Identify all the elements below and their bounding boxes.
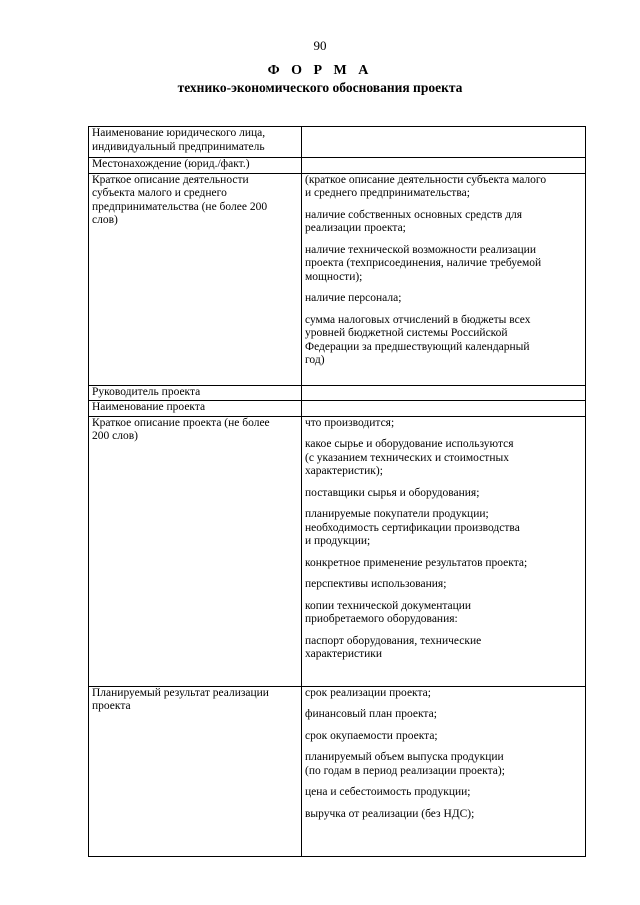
- row-label-cell: [89, 158, 302, 174]
- row-label: Краткое описание деятельности субъекта малого и среднего предпринимательства (не более 200 слов): [92, 173, 268, 226]
- row-item: конкретное применение результатов проекта;: [305, 556, 528, 569]
- row-item: копии технической документации приобретаемого оборудования:: [305, 599, 472, 625]
- row-item: паспорт оборудования, технические характеристики: [305, 634, 482, 660]
- form-title: Ф О Р М А: [267, 63, 373, 78]
- row-label: Местонахождение (юрид./факт.): [92, 158, 250, 170]
- row-label: Планируемый результат реализации проекта: [92, 686, 269, 712]
- form-row: [89, 401, 586, 417]
- row-item: планируемые покупатели продукции; необходимость сертификации производства и продукции;: [305, 508, 520, 547]
- row-item: наличие собственных основных средств для реализации проекта;: [305, 208, 523, 234]
- row-item: наличие технической возможности реализации проекта (техприсоединения, наличие требуемой мощности);: [305, 243, 542, 283]
- row-item: срок окупаемости проекта;: [305, 729, 438, 742]
- row-item: выручка от реализации (без НДС);: [305, 807, 475, 820]
- form-row: [89, 686, 586, 856]
- row-label-cell: [89, 173, 302, 385]
- row-label: Руководитель проекта: [92, 385, 201, 398]
- form-row: [89, 173, 586, 385]
- row-value-cell: [302, 158, 586, 174]
- row-label: Наименование проекта: [92, 401, 206, 413]
- form-row: [89, 385, 586, 401]
- row-value-cell: [302, 385, 586, 401]
- row-value-cell: [302, 401, 586, 417]
- row-item: срок реализации проекта;: [305, 686, 431, 699]
- row-item: (краткое описание деятельности субъекта малого и среднего предпринимательства;: [305, 173, 547, 199]
- row-label-cell: [89, 416, 302, 686]
- row-item: какое сырье и оборудование используются (с указанием технических и стоимостных характеристик);: [305, 438, 514, 477]
- row-value-cell: [302, 686, 586, 856]
- form-row: [89, 127, 586, 158]
- form-subtitle: технико-экономического обоснования проекта: [177, 80, 463, 95]
- page-number: 90: [313, 38, 327, 53]
- form-row: [89, 416, 586, 686]
- row-item: финансовый план проекта;: [305, 708, 437, 720]
- row-label-cell: [89, 127, 302, 158]
- row-label-cell: [89, 385, 302, 401]
- row-label: Наименование юридического лица, индивидуальный предприниматель: [92, 127, 266, 153]
- row-value-cell: [302, 416, 586, 686]
- row-item: что производится;: [305, 416, 395, 429]
- row-label-cell: [89, 686, 302, 856]
- form-row: [89, 158, 586, 174]
- row-item: наличие персонала;: [305, 292, 402, 304]
- row-item: цена и себестоимость продукции;: [305, 786, 471, 798]
- row-item: перспективы использования;: [305, 578, 447, 590]
- row-value-cell: [302, 173, 586, 385]
- row-item: поставщики сырья и оборудования;: [305, 486, 480, 499]
- row-label: Краткое описание проекта (не более 200 слов): [92, 416, 270, 442]
- row-value-cell: [302, 127, 586, 158]
- row-label-cell: [89, 401, 302, 417]
- row-item: планируемый объем выпуска продукции (по годам в период реализации проекта);: [305, 751, 505, 777]
- row-item: сумма налоговых отчислений в бюджеты всех уровней бюджетной системы Российской Федерации за предшествующий календарный год): [305, 313, 531, 366]
- feasibility-form-table: [88, 126, 586, 857]
